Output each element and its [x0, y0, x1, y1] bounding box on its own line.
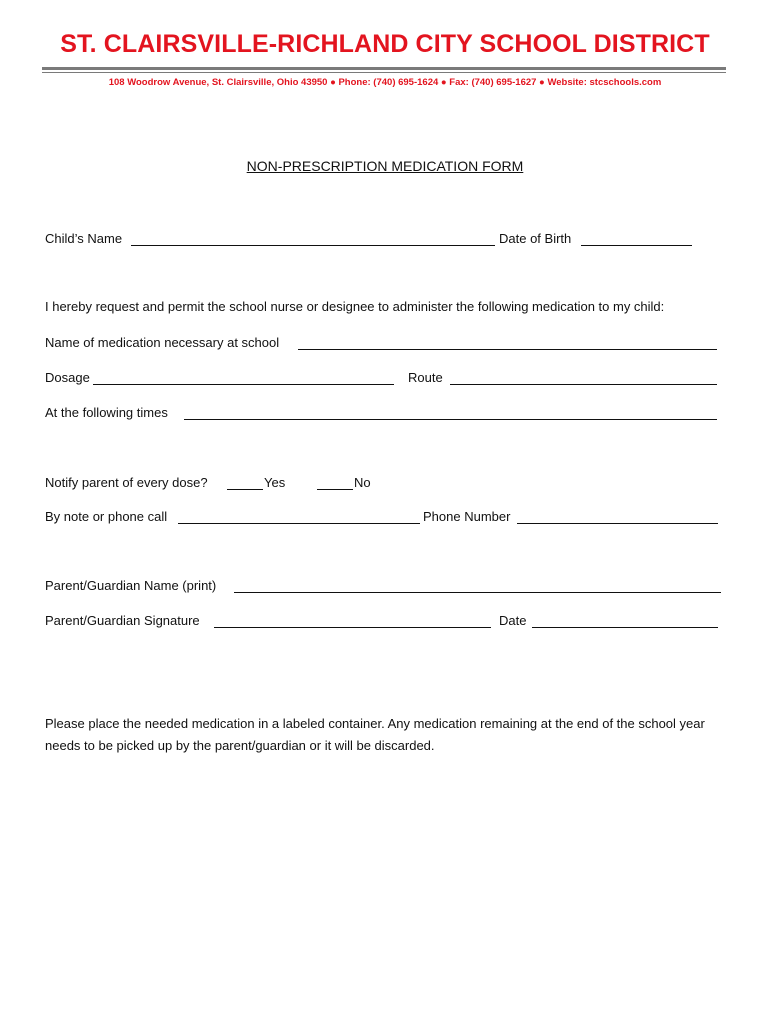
- footer-note: Please place the needed medication in a labeled container. Any medication remaining at the end of the school year needs to be picked up by the parent/guardian or it will be discarded.: [45, 716, 705, 753]
- guardian-signature-field[interactable]: [214, 627, 491, 628]
- child-name-field[interactable]: [131, 245, 495, 246]
- contact-line: 108 Woodrow Avenue, St. Clairsville, Ohio 43950 ● Phone: (740) 695-1624 ● Fax: (740) 695-1627 ● Website: stcschools.com: [108, 77, 662, 88]
- district-name: ST. CLAIRSVILLE-RICHLAND CITY SCHOOL DISTRICT: [60, 30, 710, 58]
- dob-field[interactable]: [581, 245, 692, 246]
- no-checkline[interactable]: [317, 489, 353, 490]
- yes-checkline[interactable]: [227, 489, 263, 490]
- no-label: No: [354, 475, 371, 490]
- phone-number-label: Phone Number: [423, 509, 511, 524]
- header-divider: [42, 67, 726, 70]
- guardian-name-field[interactable]: [234, 592, 721, 593]
- times-label: At the following times: [45, 405, 168, 420]
- header-divider-thin: [42, 72, 726, 73]
- guardian-signature-label: Parent/Guardian Signature: [45, 613, 200, 628]
- notify-label: Notify parent of every dose?: [45, 475, 208, 490]
- dosage-field[interactable]: [93, 384, 394, 385]
- route-field[interactable]: [450, 384, 717, 385]
- times-field[interactable]: [184, 419, 717, 420]
- form-title: NON-PRESCRIPTION MEDICATION FORM: [246, 158, 524, 174]
- dosage-label: Dosage: [45, 370, 90, 385]
- child-name-label: Child’s Name: [45, 231, 123, 246]
- yes-label: Yes: [264, 475, 286, 490]
- date-field[interactable]: [532, 627, 718, 628]
- medication-name-field[interactable]: [298, 349, 717, 350]
- phone-number-field[interactable]: [517, 523, 718, 524]
- dob-label: Date of Birth: [499, 231, 572, 246]
- note-phone-label: By note or phone call: [45, 509, 168, 524]
- medication-name-label: Name of medication necessary at school: [45, 335, 280, 350]
- date-label: Date: [499, 613, 527, 628]
- route-label: Route: [408, 370, 443, 385]
- note-phone-field[interactable]: [178, 523, 420, 524]
- guardian-name-label: Parent/Guardian Name (print): [45, 578, 217, 593]
- consent-text: I hereby request and permit the school nurse or designee to administer the following medication to my child:: [45, 299, 665, 314]
